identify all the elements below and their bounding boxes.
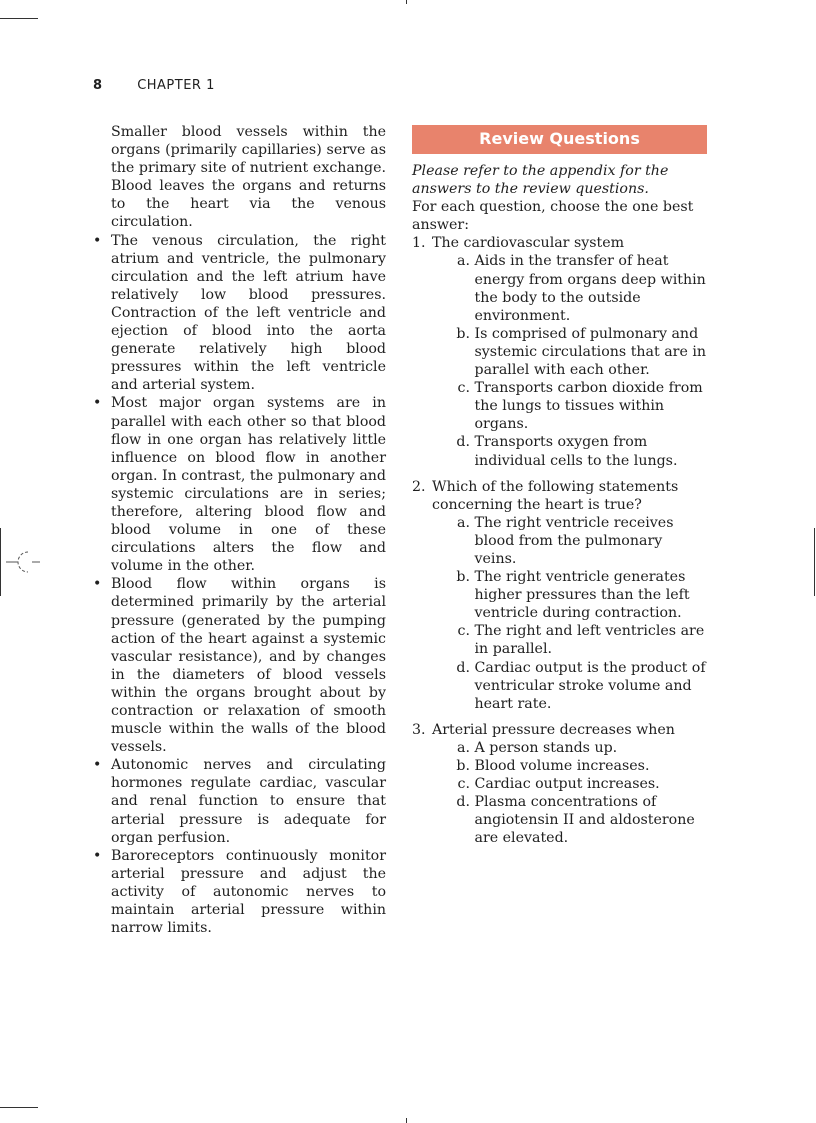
running-head bbox=[93, 78, 215, 93]
answer-option bbox=[412, 433, 707, 469]
summary-bullets bbox=[111, 232, 386, 938]
option-letter: c. bbox=[457, 623, 470, 640]
option-text: Cardiac output is the product of ventricular stroke volume and heart rate. bbox=[474, 659, 706, 712]
option-letter: c. bbox=[457, 380, 470, 397]
answer-option bbox=[412, 568, 707, 622]
option-letter: d. bbox=[456, 659, 470, 676]
page-number: 8 bbox=[93, 78, 103, 93]
chapter-label: CHAPTER 1 bbox=[137, 78, 215, 93]
answer-option bbox=[412, 793, 707, 847]
bullet-item: • Baroreceptors continuously monitor arterial pressure and adjust the activity of autonomic nerves to maintain arterial pressure within narrow limits. bbox=[111, 847, 386, 937]
question-3 bbox=[412, 721, 707, 848]
option-text: Blood volume increases. bbox=[474, 758, 650, 774]
option-letter: d. bbox=[456, 794, 470, 811]
option-letter: b. bbox=[456, 325, 470, 342]
option-text: The right and left ventricles are in parallel. bbox=[474, 623, 705, 658]
crop-mark bbox=[406, 0, 407, 4]
bullet-item: • Autonomic nerves and circulating hormones regulate cardiac, vascular and renal function to ensure that arterial pressure is adequate for organ perfusion. bbox=[111, 756, 386, 846]
answer-option bbox=[412, 252, 707, 324]
crop-mark bbox=[0, 1107, 38, 1108]
question-stem: The cardiovascular system bbox=[432, 235, 625, 252]
answer-option bbox=[412, 379, 707, 433]
crop-mark bbox=[406, 1118, 407, 1123]
option-letter: b. bbox=[456, 758, 470, 774]
option-letter: c. bbox=[457, 776, 470, 793]
answer-option bbox=[412, 325, 707, 379]
question-number: 1. bbox=[412, 235, 426, 252]
option-text: Cardiac output increases. bbox=[474, 776, 660, 793]
option-letter: b. bbox=[456, 569, 470, 586]
option-text: Aids in the transfer of heat energy from organs deep within the body to the outside environment. bbox=[474, 253, 706, 324]
answer-option bbox=[412, 775, 707, 793]
review-note: Please refer to the appendix for the answers to the review questions. bbox=[412, 163, 669, 198]
crop-mark bbox=[0, 18, 38, 19]
option-letter: d. bbox=[456, 434, 470, 451]
summary-column bbox=[111, 123, 386, 937]
question-2 bbox=[412, 478, 707, 713]
bullet-item: • The venous circulation, the right atrium and ventricle, the pulmonary circulation and the left atrium have relatively low blood pressures. Contraction of the left ventricle and ejection of blood into the aorta generate relatively high blood pressures within the left ventricle and arterial system. bbox=[111, 232, 386, 395]
option-text: Is comprised of pulmonary and systemic circulations that are in parallel with each other. bbox=[474, 325, 707, 379]
question-stem: Arterial pressure decreases when bbox=[432, 721, 675, 738]
answer-option bbox=[412, 757, 707, 775]
option-text: The right ventricle generates higher pressures than the left ventricle during contraction. bbox=[474, 569, 690, 622]
option-text: The right ventricle receives blood from the pulmonary veins. bbox=[474, 514, 674, 567]
summary-intro: Smaller blood vessels within the organs (primarily capillaries) serve as the primary site of nutrient exchange. Blood leaves the organs and returns to the heart via the venous circulation. bbox=[111, 124, 386, 231]
registration-mark bbox=[6, 548, 40, 576]
question-stem: Which of the following statements concerning the heart is true? bbox=[432, 478, 679, 513]
review-banner: Review Questions bbox=[412, 125, 707, 154]
review-column bbox=[412, 125, 707, 855]
option-text: Transports oxygen from individual cells to the lungs. bbox=[474, 434, 678, 469]
option-text: Plasma concentrations of angiotensin II and aldosterone are elevated. bbox=[474, 794, 695, 847]
option-text: A person stands up. bbox=[474, 739, 618, 756]
crop-mark bbox=[814, 528, 815, 596]
question-number: 3. bbox=[412, 721, 426, 738]
option-text: Transports carbon dioxide from the lungs to tissues within organs. bbox=[474, 380, 703, 433]
answer-option bbox=[412, 514, 707, 568]
crop-mark bbox=[0, 528, 1, 596]
answer-option bbox=[412, 622, 707, 658]
question-1 bbox=[412, 234, 707, 469]
bullet-item: • Most major organ systems are in parallel with each other so that blood flow in one organ has relatively little influence on blood flow in another organ. In contrast, the pulmonary and systemic circulations are in series; therefore, altering blood flow and blood volume in one of these circulations alters the flow and volume in the other. bbox=[111, 394, 386, 575]
option-letter: a. bbox=[457, 514, 470, 531]
bullet-item: • Blood flow within organs is determined primarily by the arterial pressure (generated by the pumping action of the heart against a systemic vascular resistance), and by changes in the diameters of blood vessels within the organs brought about by contraction or relaxation of smooth muscle within the walls of the blood vessels. bbox=[111, 575, 386, 756]
answer-option bbox=[412, 739, 707, 757]
review-instruction: For each question, choose the one best answer: bbox=[412, 199, 694, 234]
question-number: 2. bbox=[412, 478, 426, 495]
option-letter: a. bbox=[457, 253, 470, 270]
answer-option bbox=[412, 659, 707, 713]
option-letter: a. bbox=[457, 739, 470, 756]
